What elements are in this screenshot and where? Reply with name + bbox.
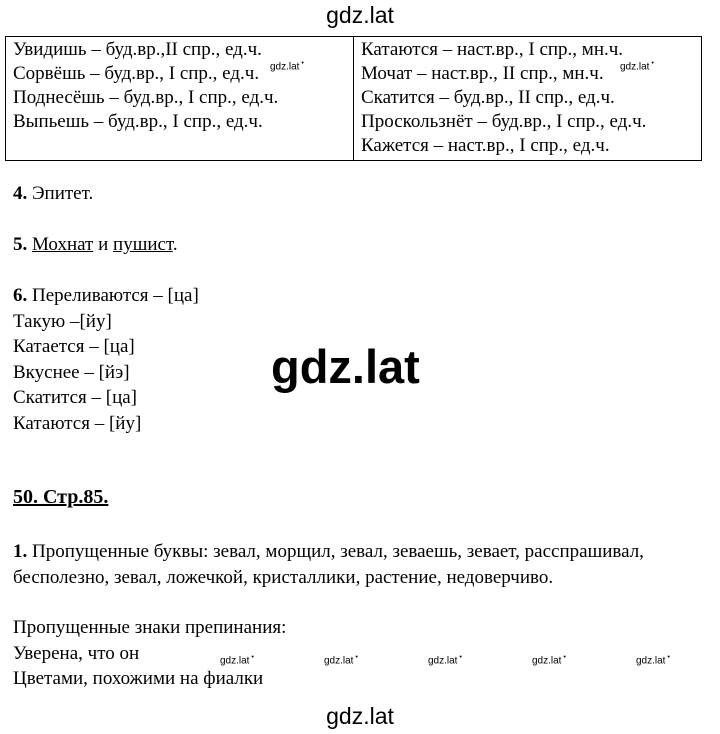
watermark-small: gdz.lat •	[324, 654, 358, 666]
transcription-line: Такую –[йу]	[13, 310, 112, 332]
watermark-small: gdz.lat •	[532, 654, 566, 666]
transcription-line: Вкуснее – [йэ]	[13, 361, 130, 383]
watermark-small: gdz.lat •	[270, 60, 304, 72]
section-heading-block	[13, 485, 108, 511]
watermark-small: gdz.lat •	[636, 654, 670, 666]
task-number: 5.	[13, 234, 28, 255]
table-cell-right	[354, 37, 702, 161]
conjunction: и	[98, 234, 109, 255]
punctuation-line: Цветами, похожими на фиалки	[13, 668, 264, 689]
task-number: 4.	[13, 183, 28, 204]
task-number: 6.	[13, 285, 28, 306]
watermark-top: gdz.lat	[326, 2, 394, 28]
task-1	[13, 539, 644, 590]
task-6	[13, 283, 199, 436]
transcription-line: Катаются – [йу]	[13, 412, 142, 434]
table-line: Кажется – наст.вр., I спр., ед.ч.	[361, 135, 610, 156]
underlined-word: пушист	[113, 234, 173, 255]
table-line: Проскользнёт – буд.вр., I спр., ед.ч.	[361, 111, 647, 132]
transcription-line: Переливаются – [ца]	[32, 285, 199, 306]
watermark-small: gdz.lat •	[428, 654, 462, 666]
watermark-small: gdz.lat •	[220, 654, 254, 666]
task-1-text: Пропущенные буквы: зевал, морщил, зевал, зеваешь, зевает, расспрашивал,	[32, 541, 644, 562]
section-heading: 50. Стр.85.	[13, 486, 109, 508]
task-number: 1.	[13, 541, 28, 562]
table-line: Скатится – буд.вр., II спр., ед.ч.	[361, 87, 615, 108]
table-line: Сорвёшь – буд.вр., I спр., ед.ч.	[13, 63, 260, 84]
transcription-line: Катается – [ца]	[13, 336, 135, 357]
task-5	[13, 232, 178, 258]
table-line: Мочат – наст.вр., II спр., мн.ч.	[361, 63, 604, 84]
task-1-line: бесполезно, зевал, ложечкой, кристаллики, растение, недоверчиво.	[13, 566, 554, 588]
watermark-center: gdz.lat	[271, 340, 420, 393]
table-line: Увидишь – буд.вр.,II спр., ед.ч.	[13, 39, 262, 60]
table-line: Поднесёшь – буд.вр., I спр., ед.ч.	[13, 87, 279, 108]
table-row	[6, 37, 702, 161]
watermark-small: gdz.lat •	[620, 60, 654, 72]
task-6-first-line	[13, 283, 199, 309]
verb-conjugation-table	[5, 36, 702, 161]
underlined-word: Мохнат	[32, 234, 94, 255]
table-line: Катаются – наст.вр., I спр., мн.ч.	[361, 39, 624, 60]
task-4	[13, 181, 93, 207]
watermark-bottom: gdz.lat	[326, 703, 394, 729]
task-1-line	[13, 539, 644, 565]
table-line: Выпьешь – буд.вр., I спр., ед.ч.	[13, 111, 263, 132]
punctuation-line: Уверена, что он	[13, 642, 140, 664]
transcription-line: Скатится – [ца]	[13, 387, 137, 408]
task-4-text: Эпитет.	[32, 183, 94, 204]
period: .	[172, 234, 178, 255]
table-cell-left	[6, 37, 354, 161]
punctuation-title: Пропущенные знаки препинания:	[13, 617, 287, 638]
